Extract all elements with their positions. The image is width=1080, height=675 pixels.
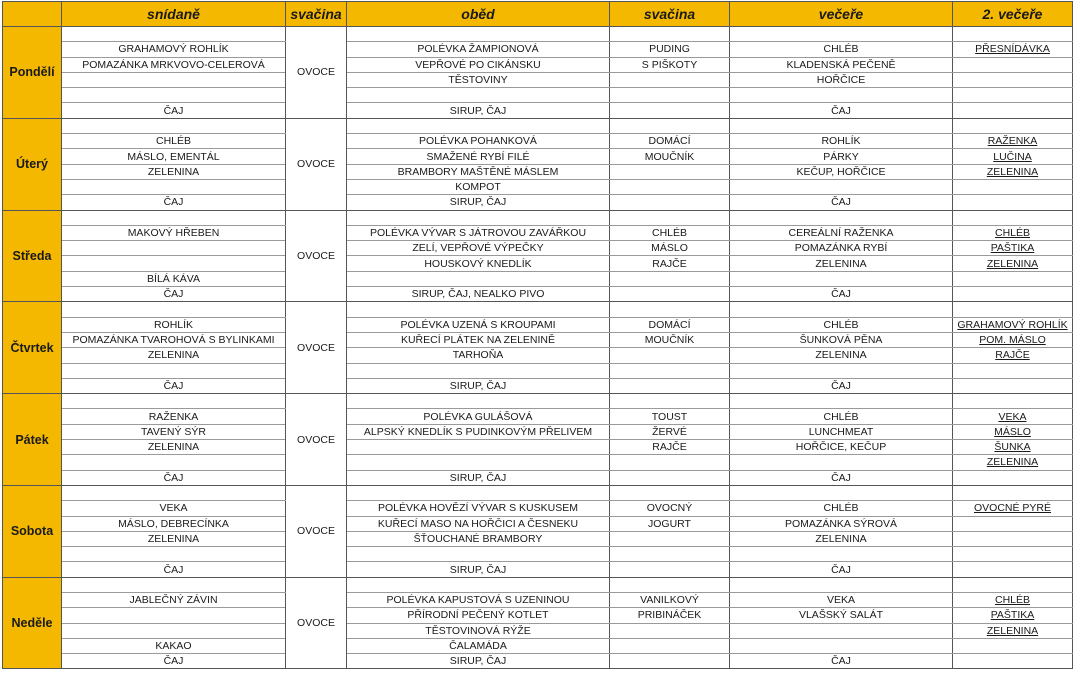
lunch-cell: SIRUP, ČAJ xyxy=(347,195,610,210)
afternoon-snack-cell: OVOCNÝ xyxy=(610,501,730,516)
dinner-cell: ČAJ xyxy=(730,562,953,577)
breakfast-cell xyxy=(62,27,286,42)
lunch-cell xyxy=(347,485,610,500)
afternoon-snack-cell: PUDING xyxy=(610,42,730,57)
lunch-cell: ŠŤOUCHANÉ BRAMBORY xyxy=(347,531,610,546)
afternoon-snack-cell: MÁSLO xyxy=(610,241,730,256)
meal-row xyxy=(3,103,1073,118)
lunch-cell: SMAŽENÉ RYBÍ FILÉ xyxy=(347,149,610,164)
dinner-cell: ZELENINA xyxy=(730,256,953,271)
dinner-cell xyxy=(730,88,953,103)
second-dinner-cell: LUČINA xyxy=(953,149,1073,164)
breakfast-cell xyxy=(62,210,286,225)
meal-row xyxy=(3,516,1073,531)
meal-row xyxy=(3,302,1073,317)
lunch-cell: SIRUP, ČAJ xyxy=(347,470,610,485)
dinner-cell: HOŘČICE, KEČUP xyxy=(730,440,953,455)
lunch-cell xyxy=(347,363,610,378)
lunch-cell: BRAMBORY MAŠTĚNÉ MÁSLEM xyxy=(347,164,610,179)
day-label-streda: Středa xyxy=(3,210,62,302)
second-dinner-cell: ZELENINA xyxy=(953,623,1073,638)
meal-row xyxy=(3,42,1073,57)
day-label-sobota: Sobota xyxy=(3,485,62,577)
afternoon-snack-cell xyxy=(610,88,730,103)
breakfast-cell xyxy=(62,256,286,271)
lunch-cell: POLÉVKA HOVĚZÍ VÝVAR S KUSKUSEM xyxy=(347,501,610,516)
afternoon-snack-cell xyxy=(610,164,730,179)
afternoon-snack-cell xyxy=(610,455,730,470)
day-label-nedele: Neděle xyxy=(3,577,62,669)
dinner-cell xyxy=(730,302,953,317)
dinner-cell: ZELENINA xyxy=(730,348,953,363)
afternoon-snack-cell: RAJČE xyxy=(610,440,730,455)
afternoon-snack-cell: MOUČNÍK xyxy=(610,332,730,347)
dinner-cell xyxy=(730,577,953,592)
header-second-dinner: 2. večeře xyxy=(953,2,1073,27)
second-dinner-cell xyxy=(953,271,1073,286)
breakfast-cell: KAKAO xyxy=(62,638,286,653)
dinner-cell: ROHLÍK xyxy=(730,134,953,149)
morning-snack-cell: OVOCE xyxy=(286,485,347,577)
second-dinner-cell xyxy=(953,547,1073,562)
breakfast-cell: ROHLÍK xyxy=(62,317,286,332)
lunch-cell: TARHOŇA xyxy=(347,348,610,363)
dinner-cell: CHLÉB xyxy=(730,317,953,332)
dinner-cell xyxy=(730,271,953,286)
second-dinner-cell xyxy=(953,654,1073,669)
meal-row xyxy=(3,470,1073,485)
afternoon-snack-cell xyxy=(610,118,730,133)
dinner-cell xyxy=(730,485,953,500)
second-dinner-cell: RAJČE xyxy=(953,348,1073,363)
breakfast-cell: ČAJ xyxy=(62,378,286,393)
dinner-cell: ČAJ xyxy=(730,103,953,118)
breakfast-cell: POMAZÁNKA TVAROHOVÁ S BYLINKAMI xyxy=(62,332,286,347)
meal-row xyxy=(3,118,1073,133)
lunch-cell xyxy=(347,577,610,592)
dinner-cell xyxy=(730,27,953,42)
second-dinner-cell: ZELENINA xyxy=(953,455,1073,470)
lunch-cell: TĚSTOVINOVÁ RÝŽE xyxy=(347,623,610,638)
afternoon-snack-cell xyxy=(610,302,730,317)
lunch-cell: ČALAMÁDA xyxy=(347,638,610,653)
breakfast-cell: MÁSLO, EMENTÁL xyxy=(62,149,286,164)
morning-snack-cell: OVOCE xyxy=(286,210,347,302)
meal-row xyxy=(3,225,1073,240)
lunch-cell xyxy=(347,271,610,286)
breakfast-cell xyxy=(62,179,286,194)
meal-plan-table xyxy=(2,1,1073,669)
breakfast-cell: TAVENÝ SÝR xyxy=(62,424,286,439)
lunch-cell: SIRUP, ČAJ xyxy=(347,654,610,669)
breakfast-cell: MAKOVÝ HŘEBEN xyxy=(62,225,286,240)
meal-row xyxy=(3,440,1073,455)
afternoon-snack-cell: ŽERVÉ xyxy=(610,424,730,439)
second-dinner-cell: OVOCNÉ PYRÉ xyxy=(953,501,1073,516)
second-dinner-cell xyxy=(953,516,1073,531)
second-dinner-cell: RAŽENKA xyxy=(953,134,1073,149)
meal-row xyxy=(3,501,1073,516)
dinner-cell xyxy=(730,363,953,378)
afternoon-snack-cell xyxy=(610,195,730,210)
afternoon-snack-cell: MOUČNÍK xyxy=(610,149,730,164)
afternoon-snack-cell xyxy=(610,577,730,592)
meal-row xyxy=(3,149,1073,164)
header-breakfast: snídaně xyxy=(62,2,286,27)
afternoon-snack-cell xyxy=(610,27,730,42)
breakfast-cell xyxy=(62,608,286,623)
lunch-cell: POLÉVKA GULÁŠOVÁ xyxy=(347,409,610,424)
afternoon-snack-cell: S PIŠKOTY xyxy=(610,57,730,72)
breakfast-cell: ČAJ xyxy=(62,562,286,577)
meal-row xyxy=(3,654,1073,669)
breakfast-cell: ČAJ xyxy=(62,195,286,210)
dinner-cell: VEKA xyxy=(730,592,953,607)
dinner-cell xyxy=(730,547,953,562)
breakfast-cell: VEKA xyxy=(62,501,286,516)
lunch-cell xyxy=(347,118,610,133)
dinner-cell: CHLÉB xyxy=(730,501,953,516)
breakfast-cell xyxy=(62,623,286,638)
day-label-pondeli: Pondělí xyxy=(3,27,62,119)
dinner-cell: KLADENSKÁ PEČENĚ xyxy=(730,57,953,72)
lunch-cell xyxy=(347,302,610,317)
second-dinner-cell xyxy=(953,103,1073,118)
breakfast-cell: ČAJ xyxy=(62,287,286,302)
lunch-cell: POLÉVKA ŽAMPIONOVÁ xyxy=(347,42,610,57)
dinner-cell: KEČUP, HOŘČICE xyxy=(730,164,953,179)
afternoon-snack-cell: DOMÁCÍ xyxy=(610,317,730,332)
afternoon-snack-cell xyxy=(610,562,730,577)
second-dinner-cell xyxy=(953,118,1073,133)
second-dinner-cell: PAŠTIKA xyxy=(953,608,1073,623)
breakfast-cell xyxy=(62,118,286,133)
lunch-cell xyxy=(347,440,610,455)
second-dinner-cell xyxy=(953,485,1073,500)
second-dinner-cell: PAŠTIKA xyxy=(953,241,1073,256)
afternoon-snack-cell xyxy=(610,378,730,393)
meal-row xyxy=(3,134,1073,149)
dinner-cell: VLAŠSKÝ SALÁT xyxy=(730,608,953,623)
meal-row xyxy=(3,271,1073,286)
meal-row xyxy=(3,348,1073,363)
day-label-utery: Úterý xyxy=(3,118,62,210)
second-dinner-cell: ZELENINA xyxy=(953,164,1073,179)
afternoon-snack-cell xyxy=(610,363,730,378)
meal-row xyxy=(3,378,1073,393)
lunch-cell: KUŘECÍ PLÁTEK NA ZELENINĚ xyxy=(347,332,610,347)
meal-row xyxy=(3,164,1073,179)
meal-row xyxy=(3,317,1073,332)
breakfast-cell xyxy=(62,363,286,378)
lunch-cell: POLÉVKA POHANKOVÁ xyxy=(347,134,610,149)
afternoon-snack-cell: CHLÉB xyxy=(610,225,730,240)
breakfast-cell: ZELENINA xyxy=(62,348,286,363)
afternoon-snack-cell: RAJČE xyxy=(610,256,730,271)
dinner-cell: ČAJ xyxy=(730,287,953,302)
afternoon-snack-cell: PRIBINÁČEK xyxy=(610,608,730,623)
meal-row xyxy=(3,455,1073,470)
lunch-cell: HOUSKOVÝ KNEDLÍK xyxy=(347,256,610,271)
afternoon-snack-cell xyxy=(610,72,730,87)
second-dinner-cell xyxy=(953,302,1073,317)
dinner-cell: POMAZÁNKA RYBÍ xyxy=(730,241,953,256)
breakfast-cell xyxy=(62,302,286,317)
second-dinner-cell xyxy=(953,57,1073,72)
breakfast-cell: ZELENINA xyxy=(62,440,286,455)
second-dinner-cell xyxy=(953,577,1073,592)
breakfast-cell: ČAJ xyxy=(62,654,286,669)
second-dinner-cell: ZELENINA xyxy=(953,256,1073,271)
header-afternoon-snack: svačina xyxy=(610,2,730,27)
second-dinner-cell: MÁSLO xyxy=(953,424,1073,439)
lunch-cell: KOMPOT xyxy=(347,179,610,194)
lunch-cell: TĚSTOVINY xyxy=(347,72,610,87)
second-dinner-cell: CHLÉB xyxy=(953,592,1073,607)
lunch-cell: ALPSKÝ KNEDLÍK S PUDINKOVÝM PŘELIVEM xyxy=(347,424,610,439)
breakfast-cell xyxy=(62,88,286,103)
meal-row xyxy=(3,72,1073,87)
afternoon-snack-cell: JOGURT xyxy=(610,516,730,531)
afternoon-snack-cell xyxy=(610,531,730,546)
dinner-cell xyxy=(730,455,953,470)
lunch-cell xyxy=(347,27,610,42)
breakfast-cell xyxy=(62,455,286,470)
breakfast-cell xyxy=(62,394,286,409)
dinner-cell xyxy=(730,394,953,409)
meal-row xyxy=(3,210,1073,225)
lunch-cell xyxy=(347,88,610,103)
dinner-cell xyxy=(730,638,953,653)
lunch-cell: ZELÍ, VEPŘOVÉ VÝPEČKY xyxy=(347,241,610,256)
second-dinner-cell xyxy=(953,88,1073,103)
morning-snack-cell: OVOCE xyxy=(286,394,347,486)
dinner-cell: ČAJ xyxy=(730,654,953,669)
breakfast-cell xyxy=(62,485,286,500)
breakfast-cell: ZELENINA xyxy=(62,164,286,179)
second-dinner-cell xyxy=(953,179,1073,194)
second-dinner-cell xyxy=(953,72,1073,87)
dinner-cell: ČAJ xyxy=(730,470,953,485)
meal-row xyxy=(3,241,1073,256)
breakfast-cell xyxy=(62,577,286,592)
header-morning-snack: svačina xyxy=(286,2,347,27)
morning-snack-cell: OVOCE xyxy=(286,302,347,394)
lunch-cell: POLÉVKA UZENÁ S KROUPAMI xyxy=(347,317,610,332)
second-dinner-cell: GRAHAMOVÝ ROHLÍK xyxy=(953,317,1073,332)
meal-row xyxy=(3,623,1073,638)
dinner-cell: POMAZÁNKA SÝROVÁ xyxy=(730,516,953,531)
meal-row xyxy=(3,88,1073,103)
breakfast-cell xyxy=(62,547,286,562)
breakfast-cell: ZELENINA xyxy=(62,531,286,546)
lunch-cell xyxy=(347,547,610,562)
afternoon-snack-cell xyxy=(610,623,730,638)
afternoon-snack-cell xyxy=(610,654,730,669)
afternoon-snack-cell: TOUST xyxy=(610,409,730,424)
afternoon-snack-cell xyxy=(610,547,730,562)
meal-row xyxy=(3,547,1073,562)
second-dinner-cell: POM. MÁSLO xyxy=(953,332,1073,347)
second-dinner-cell: ŠUNKA xyxy=(953,440,1073,455)
morning-snack-cell: OVOCE xyxy=(286,577,347,669)
second-dinner-cell: CHLÉB xyxy=(953,225,1073,240)
second-dinner-cell xyxy=(953,210,1073,225)
breakfast-cell: RAŽENKA xyxy=(62,409,286,424)
meal-row xyxy=(3,531,1073,546)
second-dinner-cell xyxy=(953,378,1073,393)
afternoon-snack-cell xyxy=(610,179,730,194)
afternoon-snack-cell xyxy=(610,210,730,225)
second-dinner-cell xyxy=(953,195,1073,210)
meal-row xyxy=(3,562,1073,577)
dinner-cell: CHLÉB xyxy=(730,409,953,424)
meal-row xyxy=(3,394,1073,409)
breakfast-cell: GRAHAMOVÝ ROHLÍK xyxy=(62,42,286,57)
breakfast-cell: CHLÉB xyxy=(62,134,286,149)
breakfast-cell: BÍLÁ KÁVA xyxy=(62,271,286,286)
dinner-cell: HOŘČICE xyxy=(730,72,953,87)
lunch-cell: SIRUP, ČAJ xyxy=(347,103,610,118)
afternoon-snack-cell xyxy=(610,348,730,363)
dinner-cell: CHLÉB xyxy=(730,42,953,57)
dinner-cell xyxy=(730,623,953,638)
afternoon-snack-cell xyxy=(610,103,730,118)
second-dinner-cell xyxy=(953,27,1073,42)
afternoon-snack-cell xyxy=(610,638,730,653)
dinner-cell xyxy=(730,118,953,133)
second-dinner-cell: VEKA xyxy=(953,409,1073,424)
dinner-cell: PÁRKY xyxy=(730,149,953,164)
lunch-cell: VEPŘOVÉ PO CIKÁNSKU xyxy=(347,57,610,72)
lunch-cell: SIRUP, ČAJ xyxy=(347,378,610,393)
header-dinner: večeře xyxy=(730,2,953,27)
lunch-cell: SIRUP, ČAJ xyxy=(347,562,610,577)
meal-row xyxy=(3,363,1073,378)
dinner-cell: ŠUNKOVÁ PĚNA xyxy=(730,332,953,347)
afternoon-snack-cell xyxy=(610,485,730,500)
afternoon-snack-cell: VANILKOVÝ xyxy=(610,592,730,607)
header-corner xyxy=(3,2,62,27)
breakfast-cell xyxy=(62,241,286,256)
meal-row xyxy=(3,638,1073,653)
header-row xyxy=(3,2,1073,27)
lunch-cell: POLÉVKA KAPUSTOVÁ S UZENINOU xyxy=(347,592,610,607)
dinner-cell: CEREÁLNÍ RAŽENKA xyxy=(730,225,953,240)
dinner-cell: LUNCHMEAT xyxy=(730,424,953,439)
breakfast-cell: ČAJ xyxy=(62,103,286,118)
second-dinner-cell xyxy=(953,287,1073,302)
second-dinner-cell xyxy=(953,562,1073,577)
meal-row xyxy=(3,256,1073,271)
second-dinner-cell: PŘESNÍDÁVKA xyxy=(953,42,1073,57)
breakfast-cell: ČAJ xyxy=(62,470,286,485)
day-label-patek: Pátek xyxy=(3,394,62,486)
meal-row xyxy=(3,409,1073,424)
meal-row xyxy=(3,592,1073,607)
meal-row xyxy=(3,424,1073,439)
second-dinner-cell xyxy=(953,470,1073,485)
afternoon-snack-cell xyxy=(610,287,730,302)
morning-snack-cell: OVOCE xyxy=(286,27,347,119)
meal-row xyxy=(3,179,1073,194)
breakfast-cell: JABLEČNÝ ZÁVIN xyxy=(62,592,286,607)
second-dinner-cell xyxy=(953,531,1073,546)
meal-row xyxy=(3,332,1073,347)
morning-snack-cell: OVOCE xyxy=(286,118,347,210)
dinner-cell: ČAJ xyxy=(730,195,953,210)
second-dinner-cell xyxy=(953,638,1073,653)
afternoon-snack-cell xyxy=(610,470,730,485)
lunch-cell xyxy=(347,210,610,225)
lunch-cell: POLÉVKA VÝVAR S JÁTROVOU ZAVÁŘKOU xyxy=(347,225,610,240)
afternoon-snack-cell xyxy=(610,271,730,286)
meal-row xyxy=(3,608,1073,623)
day-label-ctvrtek: Čtvrtek xyxy=(3,302,62,394)
afternoon-snack-cell: DOMÁCÍ xyxy=(610,134,730,149)
meal-row xyxy=(3,577,1073,592)
header-lunch: oběd xyxy=(347,2,610,27)
dinner-cell: ČAJ xyxy=(730,378,953,393)
breakfast-cell xyxy=(62,72,286,87)
lunch-cell xyxy=(347,455,610,470)
breakfast-cell: MÁSLO, DEBRECÍNKA xyxy=(62,516,286,531)
meal-row xyxy=(3,287,1073,302)
lunch-cell: PŘÍRODNÍ PEČENÝ KOTLET xyxy=(347,608,610,623)
dinner-cell xyxy=(730,179,953,194)
meal-row xyxy=(3,27,1073,42)
meal-row xyxy=(3,195,1073,210)
dinner-cell xyxy=(730,210,953,225)
second-dinner-cell xyxy=(953,363,1073,378)
afternoon-snack-cell xyxy=(610,394,730,409)
meal-row xyxy=(3,485,1073,500)
second-dinner-cell xyxy=(953,394,1073,409)
lunch-cell xyxy=(347,394,610,409)
breakfast-cell: POMAZÁNKA MRKVOVO-CELEROVÁ xyxy=(62,57,286,72)
lunch-cell: SIRUP, ČAJ, NEALKO PIVO xyxy=(347,287,610,302)
lunch-cell: KUŘECÍ MASO NA HOŘČICI A ČESNEKU xyxy=(347,516,610,531)
dinner-cell: ZELENINA xyxy=(730,531,953,546)
meal-row xyxy=(3,57,1073,72)
